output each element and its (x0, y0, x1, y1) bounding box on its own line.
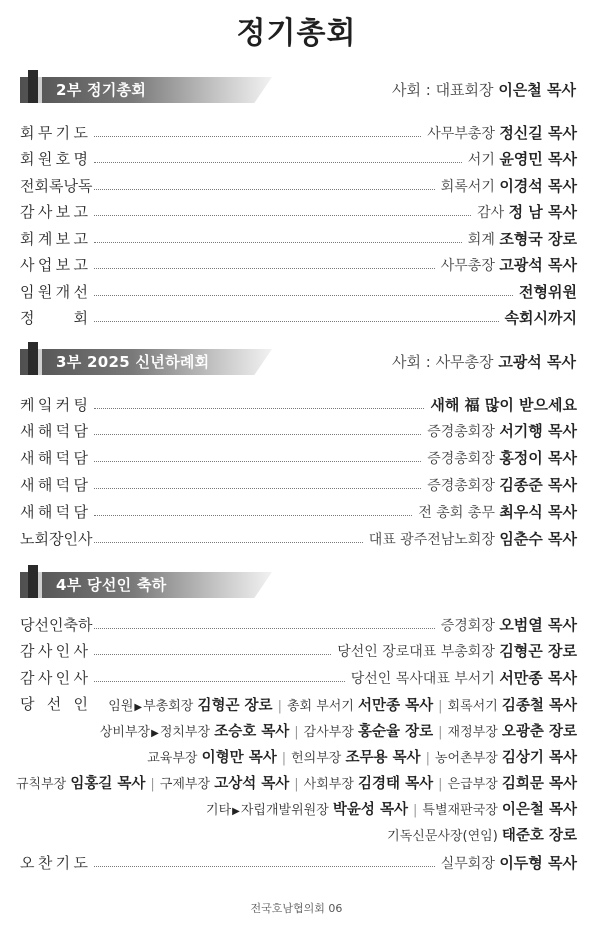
section-marker (28, 565, 38, 598)
label-char: 개 (55, 282, 71, 301)
person-name: 속회시까지 (504, 309, 577, 327)
role-text: 증경총회장 (427, 477, 495, 494)
label-char: 무 (37, 123, 53, 142)
page-title: 정기총회 (236, 16, 357, 51)
person-name: 김상기 목사 (501, 750, 577, 766)
row-value (441, 175, 577, 196)
label-char: 새 (20, 449, 35, 468)
role-text: 대표 광주전남노회장 (368, 531, 495, 548)
host-name: 이은철 목사 (498, 81, 576, 99)
row-label (20, 474, 88, 495)
label-char: 보 (55, 203, 71, 221)
label-char: 업 (37, 256, 53, 274)
person-name: 임홍길 목사 (70, 776, 146, 792)
role-text: 총회 부서기 (286, 699, 354, 714)
elected-line-2 (100, 720, 577, 741)
arrow-icon: ▶ (232, 806, 240, 817)
role-text: 회계 (467, 231, 495, 248)
person-name: 전형위원 (519, 282, 577, 301)
label-char: 감 (20, 642, 35, 660)
row-value (441, 614, 577, 635)
section-host (392, 351, 576, 372)
elected-label (20, 693, 88, 714)
label-char: 인 (73, 694, 88, 713)
section-title: 2부 정기총회 (56, 81, 147, 99)
host-role: 사무총장 (435, 353, 494, 371)
role-text: 기타 (206, 803, 232, 818)
row-value (477, 201, 577, 222)
role-text: 재정부장 (447, 725, 498, 740)
row-value (430, 394, 577, 415)
sub-role-text: 정치부장 (159, 725, 211, 740)
program-row (20, 307, 577, 329)
role-text: 회록서기 (440, 178, 495, 195)
elected-line-3 (147, 746, 577, 767)
person-name: 이형만 목사 (201, 750, 277, 766)
person-name: 이은철 목사 (501, 802, 577, 818)
label-char: 팅 (73, 395, 88, 414)
label-char: 명 (73, 150, 88, 168)
label-char: 사 (37, 203, 53, 221)
person-name: 김형곤 장로 (197, 698, 273, 714)
person-name: 김종준 목사 (499, 475, 577, 494)
row-label (20, 667, 88, 688)
program-row (20, 420, 577, 442)
role-text: 헌의부장 (291, 751, 342, 766)
dot-leader (94, 654, 331, 655)
row-label (20, 852, 88, 873)
separator: | (438, 725, 443, 740)
role-text: 기독신문사장(연임) (387, 829, 498, 844)
row-label (20, 175, 93, 196)
program-row (20, 174, 577, 196)
program-row (20, 527, 577, 549)
label-char: 도 (73, 123, 88, 142)
label-char: 선 (46, 694, 62, 713)
program-row (20, 666, 577, 688)
row-label (20, 447, 88, 468)
role-text: 당선인 목사대표 부서기 (350, 670, 495, 687)
person-name: 고광석 목사 (499, 256, 577, 274)
program-row (20, 613, 577, 635)
label-char: 케 (20, 395, 35, 414)
label-char: 원 (37, 150, 53, 168)
program-row (20, 227, 577, 249)
role-text: 농어촌부장 (434, 751, 498, 766)
row-value (441, 852, 577, 873)
separator: | (438, 777, 443, 792)
section-header-4 (20, 568, 576, 598)
elected-line-4 (16, 772, 577, 793)
dot-leader (94, 321, 499, 322)
label-char: 해 (37, 475, 53, 494)
section-marker (28, 70, 38, 103)
role-text: 전 총회 총무 (418, 504, 495, 521)
person-name: 김경태 목사 (358, 776, 434, 792)
person-name: 조승호 목사 (214, 724, 290, 740)
label-char: 찬 (37, 853, 53, 872)
label-char: 원 (37, 282, 53, 301)
row-value (369, 528, 577, 549)
label-char: 회 (73, 309, 88, 327)
label-char: 새 (20, 502, 35, 521)
role-text: 구제부장 (159, 777, 211, 792)
section-host (392, 79, 576, 100)
label-char: 보 (55, 229, 71, 248)
role-text: 실무회장 (440, 855, 495, 872)
elected-line-1 (108, 694, 577, 715)
label-char: 임 (20, 282, 35, 301)
label-char: 사 (20, 256, 35, 274)
row-value (418, 501, 577, 522)
label-char: 선 (73, 282, 88, 301)
row-value (468, 228, 577, 249)
row-value (468, 148, 577, 169)
label-text: 전회록낭독 (20, 176, 93, 195)
program-row (20, 121, 577, 143)
label-char: 호 (55, 150, 71, 168)
role-text: 사회부장 (303, 777, 354, 792)
dot-leader (94, 242, 462, 243)
role-text: 특별재판국장 (422, 803, 498, 818)
section-header-2 (20, 73, 576, 103)
role-text: 상비부장 (99, 725, 151, 740)
page-footer: 전국호남협의회 06 (250, 902, 343, 915)
host-label: 사회 : (391, 353, 436, 371)
person-name: 정신길 목사 (499, 123, 577, 142)
person-name: 고상석 목사 (214, 776, 290, 792)
label-char: 오 (20, 853, 35, 872)
role-text: 교육부장 (147, 751, 198, 766)
label-char: 기 (55, 123, 71, 142)
role-text: 사무총장 (440, 258, 495, 274)
host-name: 고광석 목사 (498, 353, 576, 371)
label-char: 담 (73, 422, 88, 441)
row-value (505, 307, 577, 328)
person-name: 서만종 목사 (499, 668, 577, 687)
dot-leader (94, 162, 462, 163)
row-label (20, 307, 88, 328)
row-value (427, 122, 577, 143)
dot-leader (94, 295, 513, 296)
label-char: 해 (37, 502, 53, 521)
person-name: 이경석 목사 (499, 176, 577, 195)
label-char: 해 (37, 422, 53, 441)
program-row (20, 201, 577, 223)
dot-leader (94, 189, 435, 190)
person-name: 이두형 목사 (499, 853, 577, 872)
label-char: 인 (55, 642, 71, 660)
row-label (20, 614, 93, 635)
dot-leader (94, 268, 435, 269)
label-char: 잌 (37, 395, 53, 414)
person-name: 윤영민 목사 (499, 150, 577, 168)
person-name: 김형곤 장로 (499, 642, 577, 660)
person-name: 새해 福 많이 받으세요 (430, 395, 577, 414)
row-value (441, 254, 577, 275)
label-char: 사 (73, 668, 88, 687)
role-text: 은급부장 (447, 777, 498, 792)
program-row (20, 254, 577, 276)
label-char: 계 (37, 229, 53, 248)
dot-leader (94, 136, 421, 137)
label-char: 기 (55, 853, 71, 872)
person-name: 홍정이 목사 (499, 449, 577, 468)
label-char: 사 (37, 642, 53, 660)
row-label (20, 201, 88, 222)
role-text: 서기 (467, 152, 495, 168)
person-name: 김희문 목사 (501, 776, 577, 792)
dot-leader (94, 434, 421, 435)
role-text: 회록서기 (447, 699, 498, 714)
dot-leader (94, 408, 424, 409)
dot-leader (94, 215, 471, 216)
row-label (20, 420, 88, 441)
label-char: 덕 (55, 449, 71, 468)
person-name: 박윤성 목사 (332, 802, 409, 818)
row-label (20, 528, 93, 549)
section-title: 3부 2025 신년하례회 (56, 353, 210, 371)
host-role: 대표회장 (435, 81, 494, 99)
label-char: 회 (20, 150, 35, 168)
role-text: 증경회장 (440, 617, 495, 634)
label-char: 정 (20, 309, 35, 327)
dot-leader (94, 515, 412, 516)
role-text: 사무부총장 (427, 125, 495, 142)
row-label (20, 122, 88, 143)
label-char: 회 (20, 123, 35, 142)
row-value (427, 447, 577, 468)
person-name: 태준호 장로 (501, 828, 577, 844)
label-char: 회 (20, 229, 35, 248)
sub-role-text: 부총회장 (143, 699, 194, 714)
separator: | (294, 777, 299, 792)
row-label (20, 148, 88, 169)
section-header-3 (20, 345, 576, 375)
label-char: 인 (55, 668, 71, 687)
person-name: 홍순율 장로 (358, 724, 434, 740)
row-value (519, 281, 577, 302)
program-row (20, 280, 577, 302)
program-row (20, 473, 577, 495)
person-name: 오범열 목사 (499, 615, 577, 634)
label-char: 사 (37, 668, 53, 687)
person-name: 서만종 목사 (358, 698, 434, 714)
person-name: 김종철 목사 (501, 698, 577, 714)
sub-role-text: 자립개발위원장 (240, 803, 329, 818)
label-char: 커 (55, 395, 71, 414)
elected-line-5 (206, 798, 577, 819)
program-row (20, 148, 577, 170)
label-char: 새 (20, 422, 35, 441)
label-text: 당선인축하 (20, 615, 93, 634)
role-text: 규칙부장 (15, 777, 67, 792)
program-row (20, 500, 577, 522)
person-name: 임춘수 목사 (499, 529, 577, 548)
row-value (427, 474, 577, 495)
section-title: 4부 당선인 축하 (56, 576, 167, 594)
label-char: 사 (73, 642, 88, 660)
label-char: 덕 (55, 475, 71, 494)
row-value (337, 640, 577, 661)
dot-leader (94, 488, 421, 489)
label-char: 당 (20, 694, 35, 713)
dot-leader (94, 866, 435, 867)
row-label (20, 228, 88, 249)
separator: | (425, 751, 430, 766)
person-name: 조무용 목사 (345, 750, 421, 766)
person-name: 조형국 장로 (499, 229, 577, 248)
dot-leader (94, 461, 421, 462)
separator: | (281, 751, 287, 766)
row-label (20, 254, 88, 275)
label-char: 담 (73, 502, 88, 521)
label-char: 감 (20, 668, 35, 687)
label-char: 덕 (55, 502, 71, 521)
program-row (20, 640, 577, 662)
person-name: 오광춘 장로 (501, 724, 577, 740)
label-char: 새 (20, 475, 35, 494)
label-char: 덕 (55, 422, 71, 441)
label-char: 고 (73, 256, 88, 274)
role-text: 감사부장 (303, 725, 354, 740)
role-text: 당선인 장로대표 부총회장 (337, 644, 495, 660)
role-text: 감사 (477, 205, 505, 221)
label-char: 담 (73, 475, 88, 494)
row-value (351, 667, 577, 688)
row-label (20, 394, 88, 415)
elected-label-row (20, 692, 110, 714)
label-char: 보 (55, 256, 71, 274)
dot-leader (94, 542, 363, 543)
label-text: 노회장인사 (20, 529, 93, 548)
elected-line-6 (387, 824, 577, 845)
role-text: 임원 (108, 699, 134, 714)
closing-row (20, 851, 577, 873)
label-char: 감 (20, 203, 35, 221)
person-name: 서기행 목사 (499, 422, 577, 441)
dot-leader (94, 681, 345, 682)
row-label (20, 640, 88, 661)
label-char: 고 (73, 229, 88, 248)
label-char: 해 (37, 449, 53, 468)
dot-leader (94, 628, 435, 629)
person-name: 정 남 목사 (508, 203, 577, 221)
label-char: 도 (73, 853, 88, 872)
separator: | (150, 777, 155, 792)
label-char: 고 (73, 203, 88, 221)
arrow-icon: ▶ (151, 728, 159, 739)
row-label (20, 281, 88, 302)
row-value (427, 420, 577, 441)
program-row (20, 447, 577, 469)
program-row (20, 393, 577, 415)
role-text: 증경총회장 (427, 451, 495, 468)
separator: | (438, 699, 443, 714)
label-char: 담 (73, 449, 88, 468)
section-marker (28, 342, 38, 375)
role-text: 증경총회장 (427, 424, 495, 441)
row-label (20, 501, 88, 522)
separator: | (413, 803, 418, 818)
person-name: 최우식 목사 (499, 502, 577, 521)
separator: | (277, 699, 282, 714)
host-label: 사회 : (391, 81, 436, 99)
arrow-icon: ▶ (134, 702, 143, 713)
separator: | (294, 725, 299, 740)
